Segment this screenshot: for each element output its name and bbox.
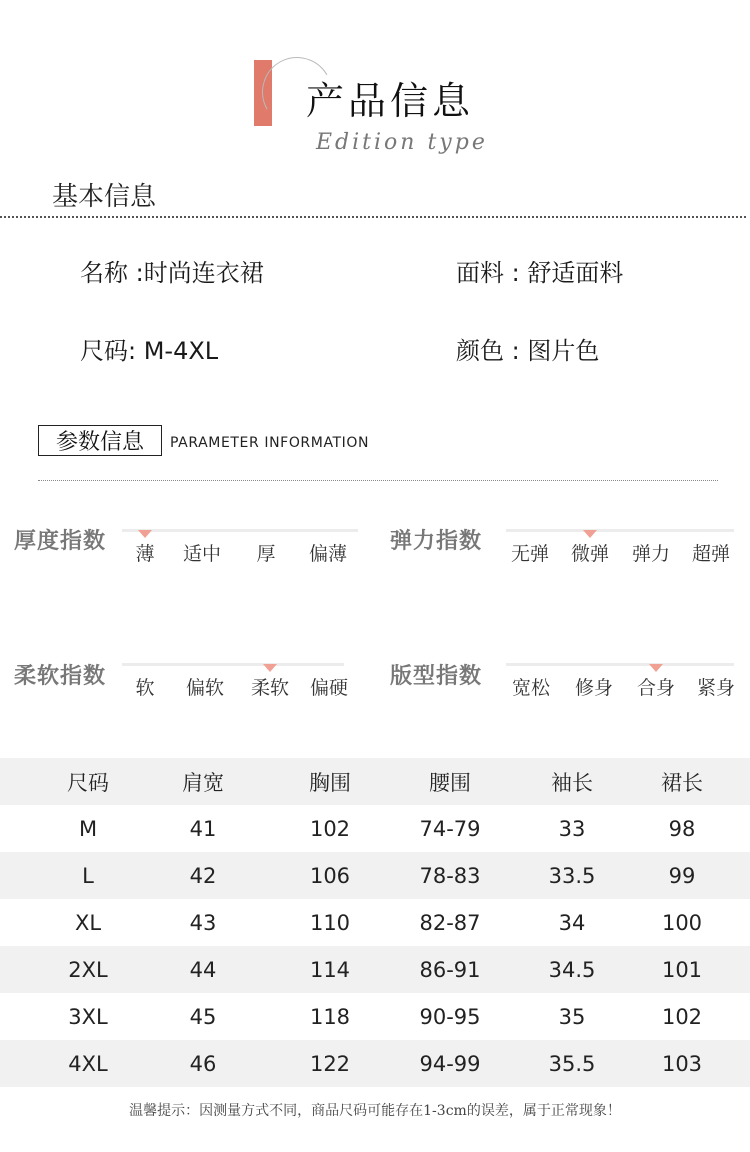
param-info-title: 参数信息 (38, 425, 162, 456)
index-label: 版型指数 (390, 664, 483, 689)
page-title: 产品信息 (306, 79, 475, 123)
table-cell: 35.5 (548, 1051, 596, 1076)
table-cell: 41 (189, 816, 217, 841)
table-cell: 94-99 (419, 1051, 481, 1076)
table-cell: 100 (661, 910, 703, 935)
index-selected-marker-icon (649, 664, 663, 672)
table-cell: 33 (558, 816, 586, 841)
index-scale-line (506, 663, 734, 666)
table-cell: 45 (189, 1004, 217, 1029)
index-label: 柔软指数 (14, 664, 107, 689)
table-cell: 102 (309, 816, 351, 841)
table-row (0, 899, 750, 946)
divider (38, 480, 718, 481)
index-option: 厚 (256, 543, 276, 565)
table-cell: 35 (558, 1004, 586, 1029)
table-row (0, 805, 750, 852)
table-cell: 46 (189, 1051, 217, 1076)
index-label: 弹力指数 (390, 529, 483, 554)
index-option: 紧身 (696, 677, 736, 699)
index-option: 偏软 (185, 677, 225, 699)
table-cell-size: L (82, 863, 94, 888)
index-option: 偏薄 (308, 543, 348, 565)
index-option: 薄 (135, 543, 155, 565)
table-cell: 34.5 (548, 957, 596, 982)
table-cell: 98 (668, 816, 696, 841)
index-scale-line (122, 529, 358, 532)
index-option: 柔软 (250, 677, 290, 699)
index-selected-marker-icon (583, 530, 597, 538)
table-header-row (0, 758, 750, 805)
index-label: 厚度指数 (14, 529, 107, 554)
table-row (0, 946, 750, 993)
table-cell: 34 (558, 910, 586, 935)
table-cell: 106 (309, 863, 351, 888)
table-cell: 103 (661, 1051, 703, 1076)
table-row (0, 1040, 750, 1087)
table-cell: 122 (309, 1051, 351, 1076)
table-cell: 118 (309, 1004, 351, 1029)
table-cell: 99 (668, 863, 696, 888)
index-scale-line (506, 529, 734, 532)
index-option: 合身 (636, 677, 676, 699)
table-cell: 114 (309, 957, 351, 982)
index-option: 无弹 (510, 543, 550, 565)
index-scale-line (122, 663, 344, 666)
table-cell: 102 (661, 1004, 703, 1029)
product-size-range: 尺码: M-4XL (80, 337, 219, 365)
index-option: 适中 (182, 543, 222, 565)
page-subtitle: Edition type (316, 130, 488, 155)
table-cell: 44 (189, 957, 217, 982)
basic-info-title: 基本信息 (52, 182, 157, 212)
table-cell: 82-87 (419, 910, 481, 935)
table-cell: 袖长 (551, 770, 593, 795)
table-cell: 胸围 (309, 770, 351, 795)
table-cell: 42 (189, 863, 217, 888)
table-cell-size: XL (74, 910, 102, 935)
table-cell: 33.5 (548, 863, 596, 888)
index-option: 偏硬 (309, 677, 349, 699)
table-cell: 74-79 (419, 816, 481, 841)
index-option: 微弹 (570, 543, 610, 565)
table-cell-size: 3XL (68, 1004, 108, 1029)
table-cell-size: 尺码 (67, 770, 109, 795)
size-table (0, 758, 750, 1087)
divider (0, 216, 746, 218)
index-selected-marker-icon (138, 530, 152, 538)
product-color: 颜色 : 图片色 (456, 337, 600, 365)
index-option: 软 (135, 677, 155, 699)
index-option: 超弹 (691, 543, 731, 565)
table-cell: 110 (309, 910, 351, 935)
table-cell-size: 2XL (68, 957, 108, 982)
table-cell: 肩宽 (182, 770, 224, 795)
table-cell-size: 4XL (68, 1051, 108, 1076)
table-cell: 101 (661, 957, 703, 982)
product-fabric: 面料 : 舒适面料 (456, 259, 624, 287)
param-info-subtitle: PARAMETER INFORMATION (170, 435, 370, 451)
measurement-note: 温馨提示：因测量方式不同，商品尺码可能存在1-3cm的误差，属于正常现象！ (129, 1103, 621, 1119)
index-selected-marker-icon (263, 664, 277, 672)
table-cell: 90-95 (419, 1004, 481, 1029)
index-option: 修身 (574, 677, 614, 699)
table-cell: 43 (189, 910, 217, 935)
table-cell: 裙长 (661, 770, 703, 795)
table-row (0, 993, 750, 1040)
product-name: 名称 :时尚连衣裙 (80, 259, 264, 287)
table-cell: 腰围 (429, 770, 471, 795)
table-cell: 86-91 (419, 957, 481, 982)
table-cell: 78-83 (419, 863, 481, 888)
index-option: 宽松 (511, 677, 551, 699)
table-cell-size: M (78, 816, 98, 841)
table-row (0, 852, 750, 899)
index-option: 弹力 (631, 543, 671, 565)
